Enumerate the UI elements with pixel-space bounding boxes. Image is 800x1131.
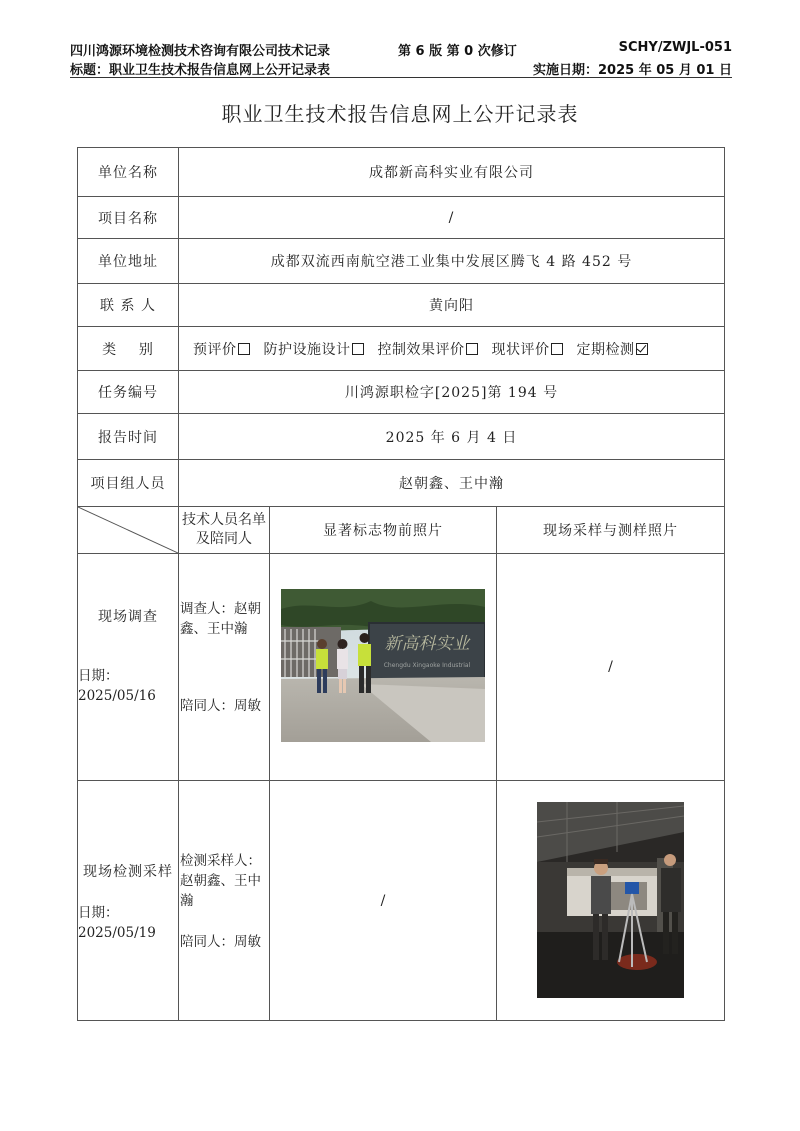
category-option-pre-evaluation: 预评价 [193,342,264,358]
project-name-value: / [179,197,725,239]
project-name-label: 项目名称 [78,197,179,239]
survey-sign-photo-cell [270,554,497,781]
row-unit-name [78,148,725,197]
survey-section-cell [78,554,179,781]
diagonal-line [78,507,178,553]
checkbox-pre-evaluation[interactable] [238,343,250,355]
checkbox-periodic-inspection[interactable] [636,343,648,355]
effective-date: 实施日期：2025 年 05 月 01 日 [533,63,732,78]
sampling-row [78,781,725,1021]
header-line-1 [70,40,732,58]
record-table [77,147,725,1021]
svg-text:Chengdu Xingaoke Industrial: Chengdu Xingaoke Industrial [383,662,471,669]
sign-photo-column-header: 显著标志物前照片 [270,507,497,554]
sign-text: 新高科实业 [384,634,470,654]
survey-name: 现场调查 [98,609,158,625]
header-line-2 [70,59,732,77]
checkbox-control-evaluation[interactable] [466,343,478,355]
survey-companion: 陪同人：周敏 [180,698,261,714]
photo-header-row [78,507,725,554]
sampling-people-cell [179,781,270,1021]
staff-column-header: 技术人员名单及陪同人 [179,507,270,554]
team-value: 赵朝鑫、王中瀚 [179,460,725,507]
survey-people-cell [179,554,270,781]
task-no-label: 任务编号 [78,371,179,414]
category-options [179,327,725,371]
team-label: 项目组人员 [78,460,179,507]
doc-code: SCHY/ZWJL-051 [618,40,732,55]
survey-date-label: 日期： [78,668,119,684]
company-record-title: 四川鸿源环境检测技术咨询有限公司技术记录 [70,44,331,59]
header-divider [70,77,732,78]
sampling-date: 2025/05/19 [78,925,156,941]
sampling-date-label: 日期： [78,905,119,921]
unit-name-label: 单位名称 [78,148,179,197]
sampling-photo [537,802,684,998]
sampling-samplers: 检测采样人：赵朝鑫、王中瀚 [180,853,261,909]
survey-sampling-photo-cell: / [497,554,725,781]
sampling-name: 现场检测采样 [83,864,173,880]
survey-date: 2025/05/16 [78,688,156,704]
sampling-companion: 陪同人：周敏 [180,934,261,950]
checkbox-status-evaluation[interactable] [551,343,563,355]
row-project-name [78,197,725,239]
category-label: 类 别 [78,327,179,371]
row-unit-address [78,239,725,284]
checkbox-protection-design[interactable] [352,343,364,355]
page-title: 职业卫生技术报告信息网上公开记录表 [221,102,579,126]
category-option-control-evaluation: 控制效果评价 [378,342,492,358]
survey-row [78,554,725,781]
report-time-value: 2025 年 6 月 4 日 [179,414,725,460]
category-option-status-evaluation: 现状评价 [492,342,577,358]
task-no-value: 川鸿源职检字[2025]第 194 号 [179,371,725,414]
category-option-protection-design: 防护设施设计 [264,342,378,358]
row-category [78,327,725,371]
sampling-section-cell [78,781,179,1021]
sampling-photo-cell [497,781,725,1021]
unit-address-label: 单位地址 [78,239,179,284]
row-task-no [78,371,725,414]
sampling-sign-photo-cell: / [270,781,497,1021]
category-option-periodic-inspection: 定期检测 [577,342,648,358]
contact-label: 联 系 人 [78,284,179,327]
row-team [78,460,725,507]
survey-investigators: 调查人：赵朝鑫、王中瀚 [180,601,261,637]
contact-value: 黄向阳 [179,284,725,327]
report-time-label: 报告时间 [78,414,179,460]
sampling-photo-column-header: 现场采样与测样照片 [497,507,725,554]
subject-text: 标题：职业卫生技术报告信息网上公开记录表 [70,63,331,78]
diagonal-header-cell [78,507,179,554]
row-report-time [78,414,725,460]
version-text: 第 6 版 第 0 次修订 [398,44,517,59]
unit-name-value: 成都新高科实业有限公司 [179,148,725,197]
row-contact [78,284,725,327]
unit-address-value: 成都双流西南航空港工业集中发展区腾飞 4 路 452 号 [179,239,725,284]
survey-sign-photo [281,589,485,742]
